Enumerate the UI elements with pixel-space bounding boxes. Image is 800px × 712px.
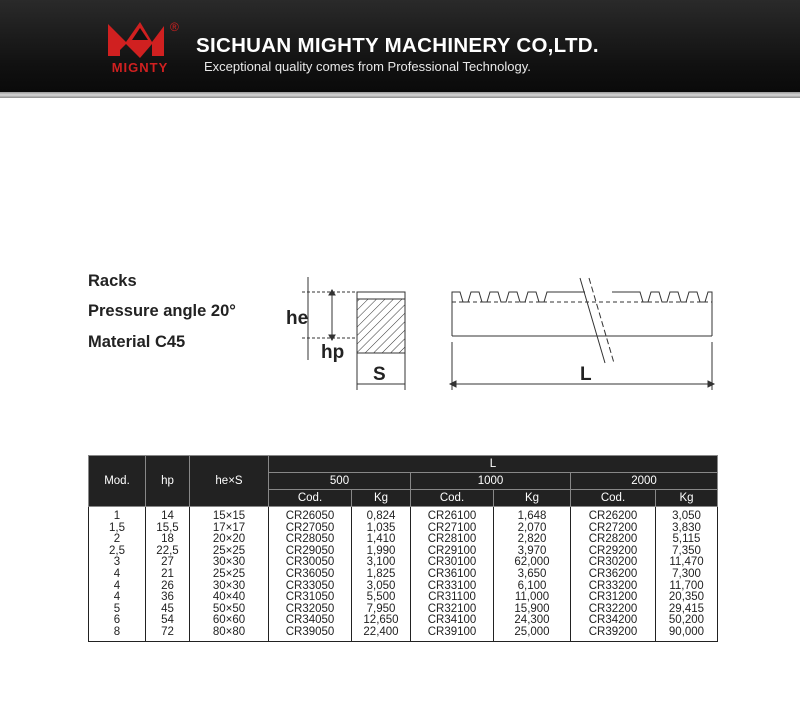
table-row: [89, 569, 718, 581]
col-mod: Mod.: [89, 456, 146, 507]
cell-kg-500: 22,400: [352, 627, 411, 641]
cell-hexs: 40×40: [190, 592, 269, 604]
cell-cod-2000: CR31200: [571, 592, 656, 604]
table-body: [89, 507, 718, 642]
cell-cod-1000: CR39100: [411, 627, 494, 641]
cell-kg-1000: 24,300: [494, 615, 571, 627]
cell-mod: 4: [89, 592, 146, 604]
cell-kg-500: 3,100: [352, 557, 411, 569]
cell-hexs: 20×20: [190, 534, 269, 546]
cell-kg-2000: 3,050: [656, 507, 718, 523]
material: Material C45: [88, 333, 186, 351]
cell-cod-1000: CR36100: [411, 569, 494, 581]
cell-cod-2000: CR30200: [571, 557, 656, 569]
col-hp: hp: [146, 456, 190, 507]
cell-kg-1000: 2,070: [494, 523, 571, 535]
cell-cod-2000: CR39200: [571, 627, 656, 641]
col-kg-2000: Kg: [656, 490, 718, 507]
cell-kg-2000: 7,300: [656, 569, 718, 581]
cell-kg-500: 1,825: [352, 569, 411, 581]
cell-hexs: 30×30: [190, 557, 269, 569]
col-hexs: he×S: [190, 456, 269, 507]
cell-hp: 14: [146, 507, 190, 523]
col-len-2000: 2000: [571, 473, 718, 490]
cell-hp: 18: [146, 534, 190, 546]
cell-cod-2000: CR32200: [571, 604, 656, 616]
cell-hp: 72: [146, 627, 190, 641]
col-kg-1000: Kg: [494, 490, 571, 507]
company-slogan: Exceptional quality comes from Professional Technology.: [204, 59, 531, 74]
cell-kg-500: 1,410: [352, 534, 411, 546]
table-row: [89, 627, 718, 641]
cell-cod-2000: CR27200: [571, 523, 656, 535]
cell-hexs: 50×50: [190, 604, 269, 616]
cell-cod-1000: CR30100: [411, 557, 494, 569]
cell-kg-1000: 25,000: [494, 627, 571, 641]
cell-mod: 2: [89, 534, 146, 546]
cell-cod-1000: CR27100: [411, 523, 494, 535]
cell-mod: 8: [89, 627, 146, 641]
cell-hexs: 25×25: [190, 569, 269, 581]
cell-hexs: 15×15: [190, 507, 269, 523]
cell-cod-500: CR34050: [269, 615, 352, 627]
cell-cod-1000: CR31100: [411, 592, 494, 604]
cell-hp: 26: [146, 581, 190, 593]
cell-kg-500: 12,650: [352, 615, 411, 627]
product-title: Racks: [88, 272, 137, 290]
cell-hp: 15,5: [146, 523, 190, 535]
cell-cod-2000: CR34200: [571, 615, 656, 627]
cell-kg-500: 7,950: [352, 604, 411, 616]
cell-kg-2000: 5,115: [656, 534, 718, 546]
col-l: L: [269, 456, 718, 473]
cell-hp: 22,5: [146, 546, 190, 558]
cell-cod-1000: CR33100: [411, 581, 494, 593]
cell-mod: 4: [89, 581, 146, 593]
cell-hexs: 30×30: [190, 581, 269, 593]
cell-hp: 36: [146, 592, 190, 604]
cell-kg-2000: 11,700: [656, 581, 718, 593]
cell-hexs: 60×60: [190, 615, 269, 627]
pressure-angle: Pressure angle 20°: [88, 302, 236, 320]
cell-mod: 3: [89, 557, 146, 569]
cell-kg-2000: 3,830: [656, 523, 718, 535]
cell-mod: 1,5: [89, 523, 146, 535]
cell-mod: 6: [89, 615, 146, 627]
col-len-1000: 1000: [411, 473, 571, 490]
col-cod-2000: Cod.: [571, 490, 656, 507]
cell-cod-500: CR31050: [269, 592, 352, 604]
cell-mod: 4: [89, 569, 146, 581]
cell-cod-2000: CR28200: [571, 534, 656, 546]
cell-mod: 2,5: [89, 546, 146, 558]
he-label: he: [286, 308, 309, 329]
cell-kg-1000: 62,000: [494, 557, 571, 569]
header-divider: [0, 92, 800, 98]
cell-kg-1000: 3,650: [494, 569, 571, 581]
cell-hexs: 17×17: [190, 523, 269, 535]
cell-mod: 1: [89, 507, 146, 523]
rack-drawing: [280, 268, 720, 393]
col-len-500: 500: [269, 473, 411, 490]
cell-cod-2000: CR26200: [571, 507, 656, 523]
col-cod-1000: Cod.: [411, 490, 494, 507]
table-row: [89, 507, 718, 523]
cell-kg-500: 5,500: [352, 592, 411, 604]
cell-kg-500: 0,824: [352, 507, 411, 523]
cell-hp: 54: [146, 615, 190, 627]
cell-hp: 27: [146, 557, 190, 569]
registered-mark: ®: [170, 20, 179, 34]
cell-mod: 5: [89, 604, 146, 616]
cell-cod-2000: CR36200: [571, 569, 656, 581]
cell-kg-2000: 50,200: [656, 615, 718, 627]
cell-hp: 45: [146, 604, 190, 616]
cell-cod-1000: CR29100: [411, 546, 494, 558]
cell-cod-1000: CR28100: [411, 534, 494, 546]
col-cod-500: Cod.: [269, 490, 352, 507]
cell-cod-500: CR39050: [269, 627, 352, 641]
rack-spec-table: [88, 455, 718, 642]
cell-kg-500: 1,990: [352, 546, 411, 558]
table-row: [89, 592, 718, 604]
cell-hp: 21: [146, 569, 190, 581]
cell-cod-500: CR30050: [269, 557, 352, 569]
cell-cod-1000: CR32100: [411, 604, 494, 616]
cross-section: [302, 277, 405, 390]
cell-kg-1000: 2,820: [494, 534, 571, 546]
cell-cod-1000: CR26100: [411, 507, 494, 523]
cell-cod-2000: CR29200: [571, 546, 656, 558]
cell-kg-1000: 3,970: [494, 546, 571, 558]
cell-cod-1000: CR34100: [411, 615, 494, 627]
cell-kg-2000: 29,415: [656, 604, 718, 616]
cell-cod-500: CR28050: [269, 534, 352, 546]
cell-kg-1000: 15,900: [494, 604, 571, 616]
cell-kg-2000: 20,350: [656, 592, 718, 604]
col-kg-500: Kg: [352, 490, 411, 507]
cell-cod-2000: CR33200: [571, 581, 656, 593]
cell-cod-500: CR32050: [269, 604, 352, 616]
cell-kg-500: 1,035: [352, 523, 411, 535]
cell-cod-500: CR29050: [269, 546, 352, 558]
cell-cod-500: CR33050: [269, 581, 352, 593]
cell-cod-500: CR36050: [269, 569, 352, 581]
cell-cod-500: CR27050: [269, 523, 352, 535]
cell-kg-1000: 1,648: [494, 507, 571, 523]
cell-hexs: 80×80: [190, 627, 269, 641]
company-name: SICHUAN MIGHTY MACHINERY CO,LTD.: [196, 34, 599, 57]
cell-kg-1000: 6,100: [494, 581, 571, 593]
logo-wordmark: MIGNTY: [111, 60, 169, 75]
cell-kg-500: 3,050: [352, 581, 411, 593]
cell-kg-2000: 90,000: [656, 627, 718, 641]
s-label: S: [373, 364, 386, 385]
cell-kg-1000: 11,000: [494, 592, 571, 604]
cell-kg-2000: 7,350: [656, 546, 718, 558]
cell-cod-500: CR26050: [269, 507, 352, 523]
hp-label: hp: [321, 342, 345, 363]
cell-kg-2000: 11,470: [656, 557, 718, 569]
l-label: L: [580, 364, 592, 385]
cell-hexs: 25×25: [190, 546, 269, 558]
